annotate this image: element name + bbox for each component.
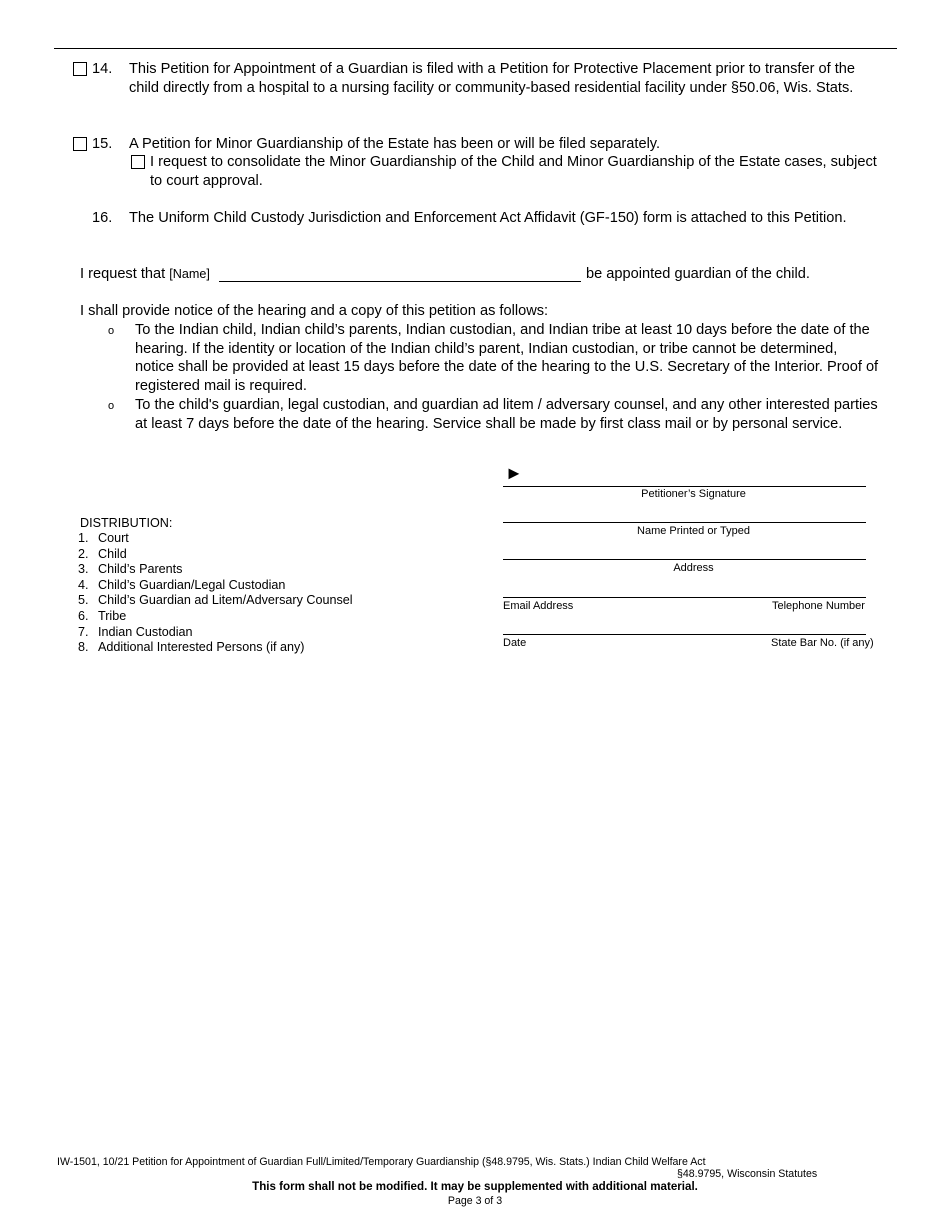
item-15-text: A Petition for Minor Guardianship of the Estate has been or will be filed separately. xyxy=(129,136,661,152)
date-statebar-field[interactable] xyxy=(503,634,866,635)
footer-form-line: IW-1501, 10/21 Petition for Appointment of Guardian Full/Limited/Temporary Guardianship (§48.9795, Wis. Stats.) Indian Child Welfare Act xyxy=(57,1156,706,1168)
page-number: Page 3 of 3 xyxy=(447,1195,503,1207)
petitioner-signature-field[interactable] xyxy=(503,486,866,487)
footer-notice: This form shall not be modified. It may be supplemented with additional material. xyxy=(252,1180,698,1193)
list-item-label: Additional Interested Persons (if any) xyxy=(98,640,305,655)
notice-intro: I shall provide notice of the hearing and a copy of this petition as follows: xyxy=(80,303,549,319)
list-item-label: Child’s Guardian ad Litem/Adversary Counsel xyxy=(98,593,353,608)
request-suffix: be appointed guardian of the child. xyxy=(586,266,810,282)
guardian-name-field[interactable] xyxy=(219,281,581,282)
notice-bullet-1: To the Indian child, Indian child’s parents, Indian custodian, and Indian tribe at least 10 days before the date of the hearing. If the identity or location of the Indian child’s parent, Indian custodian, or tribe cannot be determined, notice shall be provided at least 15 days before the date of the hearing to the U.S. Secretary of the Interior. Proof of registered mail is required. xyxy=(135,322,879,394)
notice-bullet-1-glyph: o xyxy=(108,325,115,337)
consolidate-text: I request to consolidate the Minor Guardianship of the Child and Minor Guardianship of the Estate cases, subject to court approval. xyxy=(150,154,877,189)
list-item xyxy=(78,547,418,563)
request-name-hint: [Name] xyxy=(169,267,210,281)
list-item-label: Court xyxy=(98,531,129,545)
list-item-label: Indian Custodian xyxy=(98,624,193,639)
list-item-label: Tribe xyxy=(98,608,127,623)
address-field[interactable] xyxy=(503,559,866,560)
item-15-checkbox[interactable] xyxy=(73,137,87,151)
date-label: Date xyxy=(503,637,527,649)
distribution-title: DISTRIBUTION: xyxy=(80,516,173,530)
list-item-label: Child’s Guardian/Legal Custodian xyxy=(98,577,286,592)
list-item xyxy=(78,640,418,656)
list-item-label: Child xyxy=(98,546,127,561)
notice-bullet-2-glyph: o xyxy=(108,400,115,412)
item-14-number: 14. xyxy=(92,61,113,77)
item-16-number: 16. xyxy=(92,210,113,226)
list-item xyxy=(78,531,418,547)
consolidate-checkbox[interactable] xyxy=(131,155,145,169)
item-15-number: 15. xyxy=(92,136,113,152)
name-printed-label: Name Printed or Typed xyxy=(637,525,750,537)
list-item-number: 1. xyxy=(78,531,89,545)
email-label: Email Address xyxy=(503,600,574,612)
list-item-number: 8. xyxy=(78,640,89,655)
item-16-text: The Uniform Child Custody Jurisdiction and Enforcement Act Affidavit (GF-150) form is attached to this Petition. xyxy=(129,210,847,226)
email-telephone-field[interactable] xyxy=(503,597,866,598)
address-label: Address xyxy=(673,562,714,574)
signature-arrow-icon: ► xyxy=(505,463,523,483)
state-bar-label: State Bar No. (if any) xyxy=(771,637,874,649)
list-item xyxy=(78,578,418,594)
footer-statute: §48.9795, Wisconsin Statutes xyxy=(677,1168,818,1180)
petitioner-signature-label: Petitioner’s Signature xyxy=(641,488,746,500)
item-14-checkbox[interactable] xyxy=(73,62,87,76)
list-item-label: Child’s Parents xyxy=(98,562,183,577)
list-item-number: 3. xyxy=(78,562,89,577)
top-rule xyxy=(54,48,897,49)
request-prefix xyxy=(80,265,210,284)
telephone-label: Telephone Number xyxy=(772,600,865,612)
notice-bullet-2: To the child's guardian, legal custodian, and guardian ad litem / adversary counsel, and any other interested parties at least 7 days before the date of the hearing. Service shall be made by first class mail or by personal service. xyxy=(135,397,878,432)
list-item xyxy=(78,609,418,625)
list-item xyxy=(78,562,418,578)
list-item-number: 7. xyxy=(78,624,89,639)
distribution-list xyxy=(78,531,418,656)
list-item-number: 5. xyxy=(78,593,89,608)
list-item xyxy=(78,593,418,609)
item-14-text: This Petition for Appointment of a Guardian is filed with a Petition for Protective Placement prior to transfer of the child directly from a hospital to a nursing facility or community-based residential facility under §50.06, Wis. Stats. xyxy=(129,61,855,96)
list-item xyxy=(78,625,418,641)
list-item-number: 6. xyxy=(78,608,89,623)
request-prefix-text: I request that xyxy=(80,266,166,282)
name-printed-field[interactable] xyxy=(503,522,866,523)
list-item-number: 4. xyxy=(78,577,89,592)
list-item-number: 2. xyxy=(78,546,89,561)
